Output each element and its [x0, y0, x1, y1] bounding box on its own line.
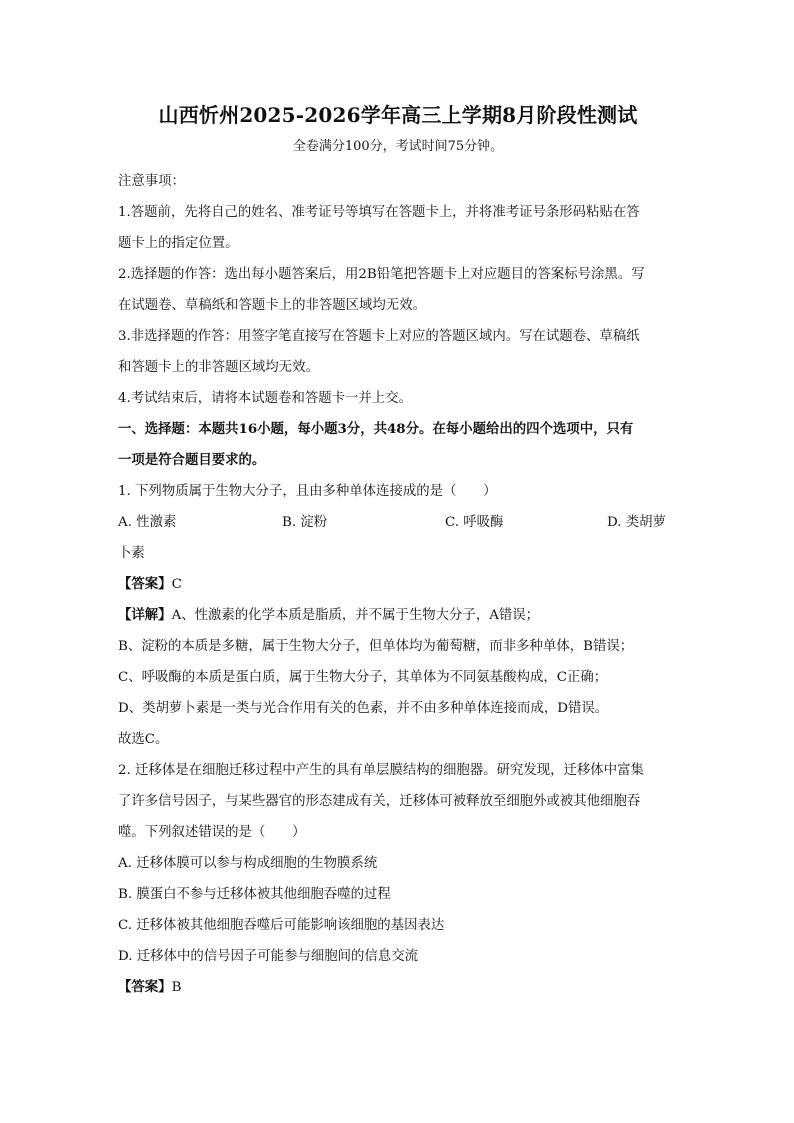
question-stem-line: 了许多信号因子，与某些器官的形态建成有关，迁移体可被释放至细胞外或被其他细胞吞	[118, 794, 641, 809]
option-b: B. 淀粉	[282, 515, 328, 530]
notes-heading: 注意事项：	[118, 174, 185, 189]
answer-value: B	[171, 980, 182, 995]
section-heading-line: 一、选择题：本题共16小题，每小题3分，共48分。在每小题给出的四个选项中，只有	[118, 421, 634, 437]
notes-line: 1.答题前，先将自己的姓名、准考证号等填写在答题卡上，并将准考证号条形码粘贴在答	[118, 205, 640, 220]
page-subtitle: 全卷满分100分，考试时间75分钟。	[292, 139, 504, 154]
answer-label: 【答案】	[118, 576, 172, 592]
notes-block	[118, 166, 678, 414]
explanation-text: A、性激素的化学本质是脂质，并不属于生物大分子，A错误；	[171, 608, 540, 623]
explanation-line: D、类胡萝卜素是一类与光合作用有关的色素，并不由多种单体连接而成，D错误。	[118, 701, 609, 716]
option-c: C. 呼吸酶	[445, 515, 504, 530]
notes-line: 3.非选择题的作答：用签字笔直接写在答题卡上对应的答题区域内。写在试题卷、草稿纸	[118, 329, 640, 344]
explanation-line	[118, 600, 678, 631]
option-a: A. 性激素	[118, 515, 177, 530]
notes-line: 在试题卷、草稿纸和答题卡上的非答题区域均无效。	[118, 298, 426, 313]
question-stem: 1. 下列物质属于生物大分子，且由多种单体连接成的是（ ）	[118, 484, 497, 499]
notes-line: 4.考试结束后，请将本试题卷和答题卡一并上交。	[118, 391, 412, 406]
option-row	[118, 507, 678, 538]
answer-line	[118, 569, 678, 600]
option-b: B. 膜蛋白不参与迁移体被其他细胞吞噬的过程	[118, 887, 391, 902]
section-heading-line: 一项是符合题目要求的。	[118, 452, 266, 468]
question-2	[118, 755, 678, 1003]
explanation-conclusion: 故选C。	[118, 732, 169, 747]
explanation-label: 【详解】	[118, 607, 172, 623]
option-d-continuation: 卜素	[118, 546, 145, 561]
answer-label: 【答案】	[118, 979, 172, 995]
section-heading	[118, 414, 678, 476]
page-title: 山西忻州2025-2026学年高三上学期8月阶段性测试	[158, 103, 638, 127]
option-d: D. 类胡萝	[607, 515, 666, 530]
answer-value: C	[171, 577, 182, 592]
option-d: D. 迁移体中的信号因子可能参与细胞间的信息交流	[118, 949, 418, 964]
answer-line	[118, 972, 678, 1003]
option-a: A. 迁移体膜可以参与构成细胞的生物膜系统	[118, 856, 378, 871]
notes-line: 2.选择题的作答：选出每小题答案后，用2B铅笔把答题卡上对应题目的答案标号涂黑。写	[118, 267, 645, 282]
question-stem-line: 噬。下列叙述错误的是（ ）	[118, 825, 306, 840]
explanation-line: B、淀粉的本质是多糖，属于生物大分子，但单体均为葡萄糖，而非多种单体，B错误；	[118, 639, 634, 654]
option-c: C. 迁移体被其他细胞吞噬后可能影响该细胞的基因表达	[118, 918, 445, 933]
explanation-line: C、呼吸酶的本质是蛋白质，属于生物大分子，其单体为不同氨基酸构成，C正确；	[118, 670, 608, 685]
exam-page	[118, 100, 678, 1003]
question-stem-line: 2. 迁移体是在细胞迁移过程中产生的具有单层膜结构的细胞器。研究发现，迁移体中富集	[118, 763, 644, 778]
notes-line: 题卡上的指定位置。	[118, 236, 239, 251]
question-1	[118, 476, 678, 755]
notes-line: 和答题卡上的非答题区域均无效。	[118, 360, 319, 375]
